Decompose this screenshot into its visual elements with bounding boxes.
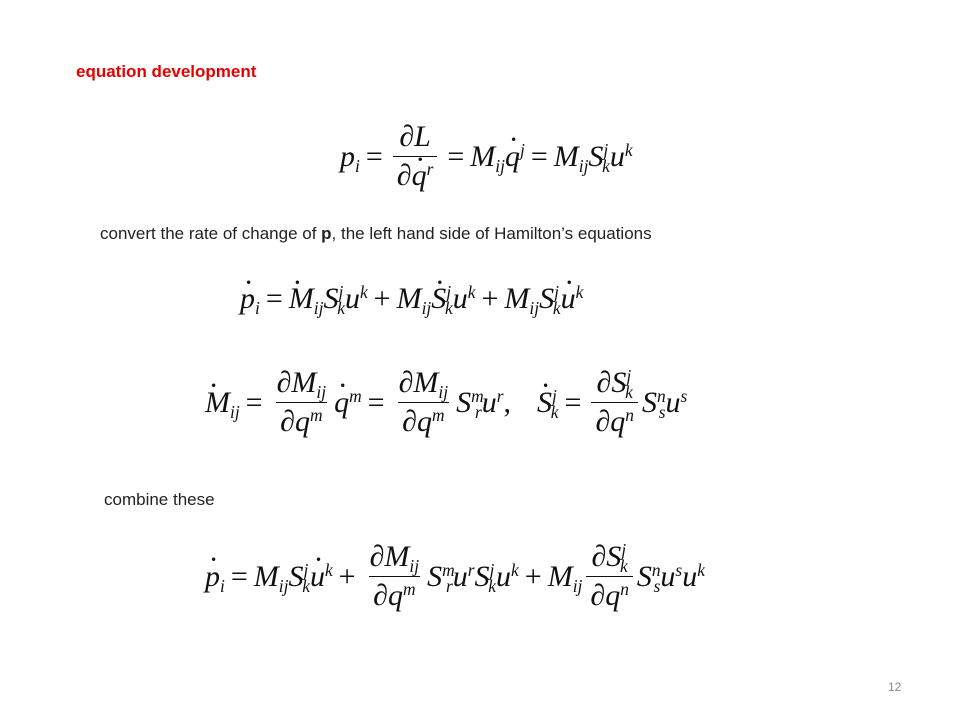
fraction-dl-dqdot: $\frac{\partial L}{\partial\cdot q^r}$ xyxy=(393,120,438,193)
fraction-dm-dq: $\frac{\partial M_{ij}}{\partial q^m}$ xyxy=(276,366,327,438)
convert-text-end: , the left hand side of Hamilton’s equations xyxy=(331,224,652,243)
fraction-dm-dq-combined: $\frac{\partial M_{ij}}{\partial q^m}$ xyxy=(369,540,420,612)
convert-text-start: convert the rate of change of xyxy=(100,224,322,243)
fraction-ds-dq: $\frac{\partial S^j_k}{\partial q^n}$ xyxy=(591,366,638,439)
equation-momentum: $p_i$ = $\frac{\partial L}{\partial\cdot q^r}$ = $M_{ij}\cdot q^j$ = $M_{ij}S^j_ku^k$ xyxy=(340,120,633,193)
equation-momentum-rate: · $p_i$ = · $M_{ij}S^j_ku^k$ + $M_{ij}\cdot S^j_ku^k$ + $M_{ij}S^j_k\cdot u^k$ xyxy=(240,282,583,316)
slide-heading: equation development xyxy=(76,62,257,81)
convert-instruction xyxy=(100,224,652,244)
convert-text-bold: p xyxy=(321,224,332,243)
equation-combined: · $p_i$ = $M_{ij}S^j_k\cdot u^k$ + $\frac{\partial M_{ij}}{\partial q^m}$ $S^m_ru^rS^j_ku^k$ + $M_{ij}$ $\frac{\partial S^j_k}{\partial q^n}$ $S^n_su^su^k$ xyxy=(205,540,705,613)
equation-derivatives: · $M_{ij}$ = $\frac{\partial M_{ij}}{\partial q^m}$ · $q^m$ = $\frac{\partial M_{ij}}{\partial q^m}$ $S^m_ru^r$, · $S^j_k$ = $\frac{\partial S^j_k}{\partial q^n}$ $S^n_su^s$ xyxy=(205,366,687,439)
fraction-ds-dq-combined: $\frac{\partial S^j_k}{\partial q^n}$ xyxy=(586,540,633,613)
fraction-dm-dq-2: $\frac{\partial M_{ij}}{\partial q^m}$ xyxy=(398,366,449,438)
page-number: 12 xyxy=(888,680,902,694)
combine-instruction: combine these xyxy=(104,490,215,509)
